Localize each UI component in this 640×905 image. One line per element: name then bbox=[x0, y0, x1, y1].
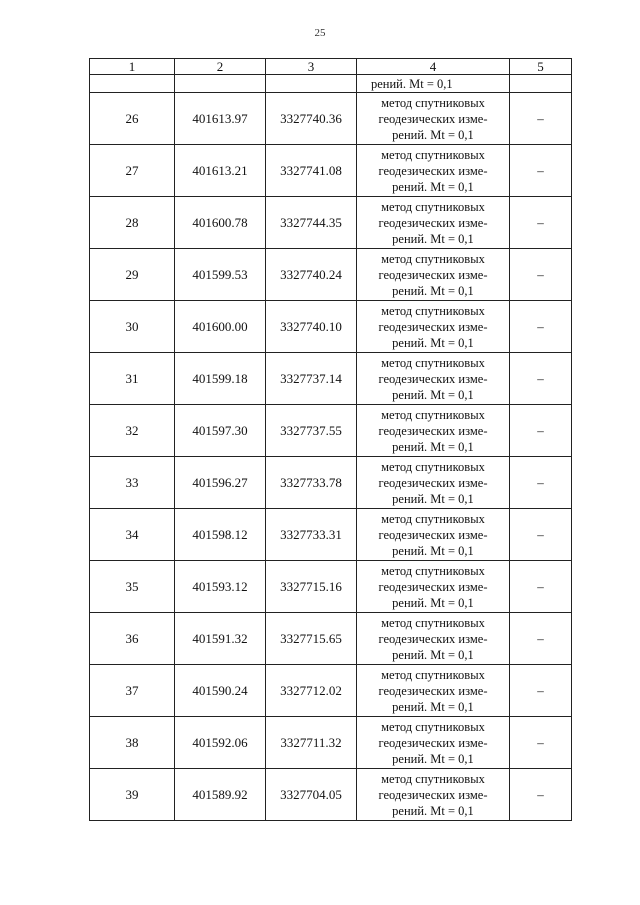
coordinate-y: 3327740.24 bbox=[266, 249, 357, 301]
coordinate-y: 3327740.10 bbox=[266, 301, 357, 353]
method-description bbox=[357, 145, 510, 197]
method-description bbox=[357, 769, 510, 821]
method-line: метод спутниковых bbox=[381, 719, 485, 734]
coordinate-y: 3327740.36 bbox=[266, 93, 357, 145]
coordinate-y: 3327737.55 bbox=[266, 405, 357, 457]
note-cell: – bbox=[510, 769, 572, 821]
note-cell: – bbox=[510, 93, 572, 145]
method-line: рений. Mt = 0,1 bbox=[392, 803, 474, 818]
method-line: метод спутниковых bbox=[381, 615, 485, 630]
method-line: рений. Mt = 0,1 bbox=[392, 751, 474, 766]
method-line: рений. Mt = 0,1 bbox=[392, 283, 474, 298]
table-header-row bbox=[90, 59, 572, 75]
table-row bbox=[90, 457, 572, 509]
point-number: 38 bbox=[90, 717, 175, 769]
method-line: рений. Mt = 0,1 bbox=[392, 231, 474, 246]
method-line: метод спутниковых bbox=[381, 355, 485, 370]
coordinate-x: 401599.18 bbox=[175, 353, 266, 405]
note-cell: – bbox=[510, 457, 572, 509]
method-line: метод спутниковых bbox=[381, 771, 485, 786]
coordinate-x: 401592.06 bbox=[175, 717, 266, 769]
coordinate-y: 3327715.65 bbox=[266, 613, 357, 665]
method-line: рений. Mt = 0,1 bbox=[392, 699, 474, 714]
table-row bbox=[90, 405, 572, 457]
coordinate-y: 3327712.02 bbox=[266, 665, 357, 717]
table-row bbox=[90, 353, 572, 405]
method-description bbox=[357, 509, 510, 561]
column-header: 4 bbox=[357, 59, 510, 75]
coordinate-y: 3327711.32 bbox=[266, 717, 357, 769]
column-header: 2 bbox=[175, 59, 266, 75]
point-number: 39 bbox=[90, 769, 175, 821]
method-line: геодезических изме- bbox=[378, 215, 488, 230]
method-line: геодезических изме- bbox=[378, 371, 488, 386]
point-number: 26 bbox=[90, 93, 175, 145]
method-description bbox=[357, 613, 510, 665]
table-row bbox=[90, 509, 572, 561]
coordinate-x: 401596.27 bbox=[175, 457, 266, 509]
coordinate-x: 401589.92 bbox=[175, 769, 266, 821]
note-cell: – bbox=[510, 249, 572, 301]
method-line: метод спутниковых bbox=[381, 147, 485, 162]
point-number: 34 bbox=[90, 509, 175, 561]
method-description bbox=[357, 93, 510, 145]
method-line: метод спутниковых bbox=[381, 667, 485, 682]
coordinate-y: 3327715.16 bbox=[266, 561, 357, 613]
method-description bbox=[357, 561, 510, 613]
method-description bbox=[357, 353, 510, 405]
point-number: 31 bbox=[90, 353, 175, 405]
column-header: 5 bbox=[510, 59, 572, 75]
table-row bbox=[90, 613, 572, 665]
method-line: геодезических изме- bbox=[378, 475, 488, 490]
note-cell: – bbox=[510, 665, 572, 717]
table-row bbox=[90, 665, 572, 717]
page-number: 25 bbox=[314, 27, 326, 39]
coordinate-x: 401593.12 bbox=[175, 561, 266, 613]
table-row bbox=[90, 769, 572, 821]
coordinate-x: 401600.00 bbox=[175, 301, 266, 353]
note-cell: – bbox=[510, 197, 572, 249]
coordinate-x: 401599.53 bbox=[175, 249, 266, 301]
method-line: метод спутниковых bbox=[381, 251, 485, 266]
point-number: 29 bbox=[90, 249, 175, 301]
column-header: 3 bbox=[266, 59, 357, 75]
table-row bbox=[90, 249, 572, 301]
method-line: метод спутниковых bbox=[381, 95, 485, 110]
method-line: рений. Mt = 0,1 bbox=[392, 335, 474, 350]
coordinate-x: 401598.12 bbox=[175, 509, 266, 561]
method-description bbox=[357, 717, 510, 769]
coordinate-y: 3327741.08 bbox=[266, 145, 357, 197]
method-description bbox=[357, 249, 510, 301]
method-line: геодезических изме- bbox=[378, 787, 488, 802]
coordinate-x: 401591.32 bbox=[175, 613, 266, 665]
note-cell: – bbox=[510, 145, 572, 197]
method-line: метод спутниковых bbox=[381, 199, 485, 214]
method-line: рений. Mt = 0,1 bbox=[392, 595, 474, 610]
method-line: рений. Mt = 0,1 bbox=[392, 543, 474, 558]
table-row bbox=[90, 717, 572, 769]
note-cell: – bbox=[510, 405, 572, 457]
continued-row bbox=[90, 75, 572, 93]
table-row bbox=[90, 145, 572, 197]
method-description bbox=[357, 457, 510, 509]
point-number: 27 bbox=[90, 145, 175, 197]
point-number: 32 bbox=[90, 405, 175, 457]
method-line: геодезических изме- bbox=[378, 163, 488, 178]
method-line: метод спутниковых bbox=[381, 563, 485, 578]
column-header: 1 bbox=[90, 59, 175, 75]
method-line: рений. Mt = 0,1 bbox=[392, 127, 474, 142]
method-description bbox=[357, 405, 510, 457]
point-number: 36 bbox=[90, 613, 175, 665]
point-number: 28 bbox=[90, 197, 175, 249]
method-line: рений. Mt = 0,1 bbox=[392, 179, 474, 194]
method-line: геодезических изме- bbox=[378, 527, 488, 542]
table-row bbox=[90, 197, 572, 249]
coordinate-y: 3327704.05 bbox=[266, 769, 357, 821]
method-line: геодезических изме- bbox=[378, 423, 488, 438]
note-cell: – bbox=[510, 717, 572, 769]
method-line: геодезических изме- bbox=[378, 267, 488, 282]
continued-method-text: рений. Mt = 0,1 bbox=[357, 75, 510, 93]
method-line: метод спутниковых bbox=[381, 459, 485, 474]
coordinates-table bbox=[89, 58, 572, 821]
method-line: метод спутниковых bbox=[381, 303, 485, 318]
coordinate-y: 3327737.14 bbox=[266, 353, 357, 405]
coordinate-y: 3327744.35 bbox=[266, 197, 357, 249]
method-line: метод спутниковых bbox=[381, 407, 485, 422]
method-line: геодезических изме- bbox=[378, 579, 488, 594]
note-cell: – bbox=[510, 301, 572, 353]
point-number: 30 bbox=[90, 301, 175, 353]
method-line: геодезических изме- bbox=[378, 683, 488, 698]
note-cell: – bbox=[510, 509, 572, 561]
method-line: рений. Mt = 0,1 bbox=[392, 387, 474, 402]
coordinate-y: 3327733.31 bbox=[266, 509, 357, 561]
coordinate-x: 401613.21 bbox=[175, 145, 266, 197]
coordinate-x: 401590.24 bbox=[175, 665, 266, 717]
table-row bbox=[90, 93, 572, 145]
method-line: рений. Mt = 0,1 bbox=[392, 647, 474, 662]
point-number: 33 bbox=[90, 457, 175, 509]
table-row bbox=[90, 561, 572, 613]
coordinate-y: 3327733.78 bbox=[266, 457, 357, 509]
note-cell: – bbox=[510, 613, 572, 665]
method-description bbox=[357, 665, 510, 717]
method-line: геодезических изме- bbox=[378, 735, 488, 750]
coordinate-x: 401600.78 bbox=[175, 197, 266, 249]
method-description bbox=[357, 197, 510, 249]
method-line: геодезических изме- bbox=[378, 319, 488, 334]
method-line: рений. Mt = 0,1 bbox=[392, 439, 474, 454]
point-number: 37 bbox=[90, 665, 175, 717]
note-cell: – bbox=[510, 353, 572, 405]
note-cell: – bbox=[510, 561, 572, 613]
coordinate-x: 401597.30 bbox=[175, 405, 266, 457]
point-number: 35 bbox=[90, 561, 175, 613]
method-line: геодезических изме- bbox=[378, 631, 488, 646]
method-description bbox=[357, 301, 510, 353]
method-line: рений. Mt = 0,1 bbox=[392, 491, 474, 506]
method-line: метод спутниковых bbox=[381, 511, 485, 526]
coordinate-x: 401613.97 bbox=[175, 93, 266, 145]
table-row bbox=[90, 301, 572, 353]
method-line: геодезических изме- bbox=[378, 111, 488, 126]
